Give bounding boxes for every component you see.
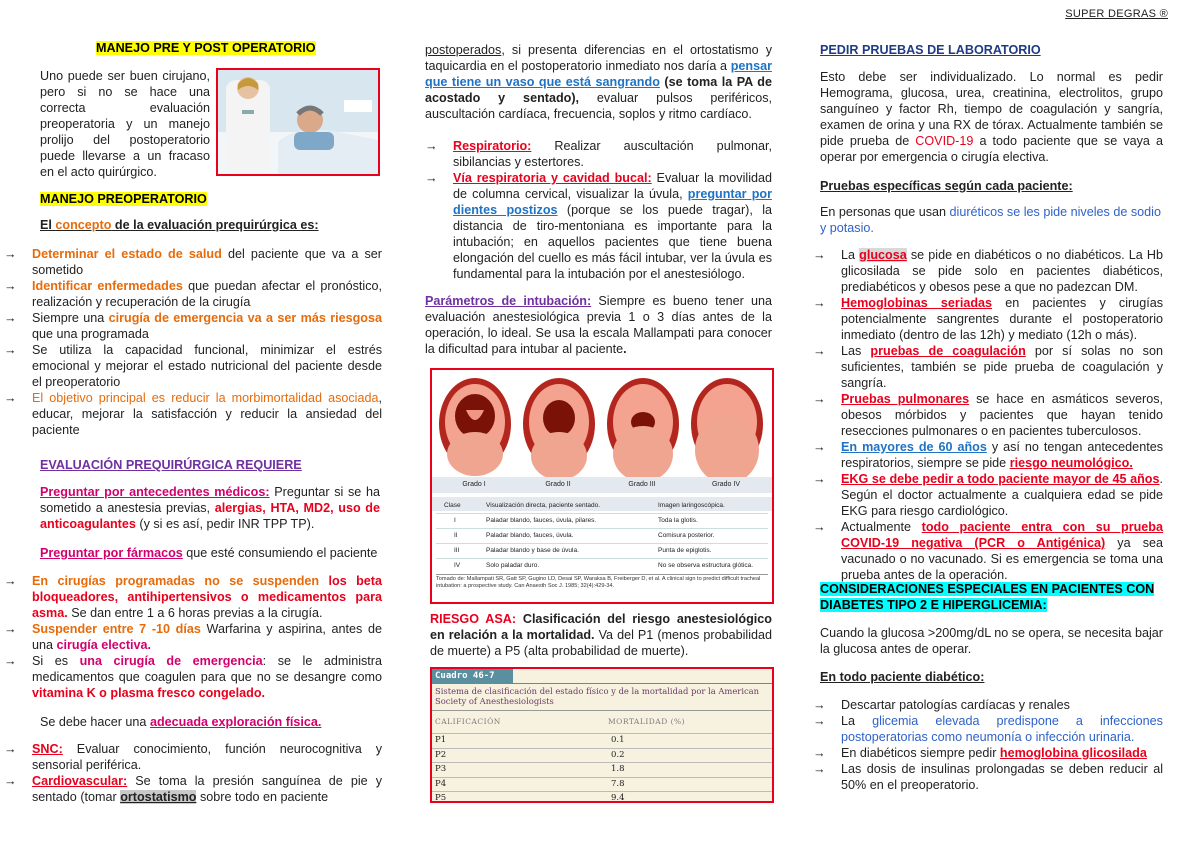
grade-label: Grado II — [545, 481, 571, 488]
grade-label: Grado IV — [711, 481, 740, 488]
concept-list — [32, 246, 382, 438]
table-row: P5 9.4 — [432, 791, 772, 803]
intro-text: Uno puede ser buen cirujano, pero si no se hace una correcta evaluación preoperatoria y un manejo prolijo del postoperatorio puede llevarse a un fracaso en el acto quirúrgico. — [40, 69, 210, 179]
specific-tests-list — [813, 247, 1163, 583]
asa-table-label: Cuadro 46-7 — [432, 669, 513, 683]
asa-rows — [432, 733, 772, 803]
list-item: → EKG se debe pedir a todo paciente mayor de 45 años. Según el doctor actualmente a cualquiera edad se pide EKG para riesgo cardiológico. — [813, 471, 1163, 519]
list-item: → Identificar enfermedades que puedan afectar el pronóstico, realización y recuperación de la cirugía — [4, 278, 382, 310]
farmacos-text: Preguntar por fármacos que esté consumiendo el paciente — [40, 546, 378, 560]
list-item: → Vía respiratoria y cavidad bucal: Evaluar la movilidad de columna cervical, visualizar la úvula, preguntar por dientes postizos (porque se los puede tragar), la distancia de tiro-mentoniana es importante para la intubación; en aquellos pacientes que tiene buena elongación del cuello es más fácil intubar, ver la úvula es fundamental para la intubación por el anestesiólogo. — [425, 170, 772, 282]
patient-photo-illustration — [218, 70, 378, 174]
antecedentes-text: Preguntar por antecedentes médicos: Preguntar si se ha sometido a anestesia previas, alergias, HTA, MD2, uso de anticoagulantes (y si es así, pedir INR TPP TP). — [40, 485, 380, 531]
list-item: → Actualmente todo paciente entra con su prueba COVID-19 negativa (PCR o Antigénica) ya sea vacunado o no vacunado. Si es emergencia se toma una prueba antes de la operación. — [813, 519, 1163, 583]
asa-col-header-2: MORTALIDAD (%) — [608, 717, 686, 726]
asa-text: RIESGO ASA: Clasificación del riesgo anestesiológico en relación a la mortalidad. Va del P1 (menos probabilidad de muerte) a P5 (alta probabilidad de muerte). — [430, 612, 773, 658]
mallampati-table — [436, 499, 768, 573]
diabetes-subtitle: En todo paciente diabético: — [820, 670, 985, 684]
list-item: → Respiratorio: Realizar auscultación pulmonar, sibilancias y estertores. — [425, 138, 772, 170]
list-item: → Pruebas pulmonares se hace en asmáticos severos, obesos mórbidos y pacientes que hayan tenido resecciones pulmonares o en pacientes tuberculosos. — [813, 391, 1163, 439]
list-item: → La glicemia elevada predispone a infecciones postoperatorias como neumonía o infección urinaria. — [813, 713, 1163, 745]
exam-list — [32, 741, 382, 805]
lab-text: Esto debe ser individualizado. Lo normal es pedir Hemograma, glucosa, urea, creatinina, electrolitos, grupo sanguíneo y factor Rh, tiempo de coagulación y sangría, examen de orina y una RX de tórax. Actualmente también se pide prueba de COVID-19 a todo paciente que se vaya a operar por emergencia o cirugía electiva. — [820, 70, 1163, 164]
asa-table-title: Sistema de clasificación del estado físico y de la mortalidad por la American Society of Anesthesiologists — [435, 686, 760, 706]
list-item: → Siempre una cirugía de emergencia va a ser más riesgosa que una programada — [4, 310, 382, 342]
list-item: → Descartar patologías cardíacas y renales — [813, 697, 1163, 713]
list-item: → Se utiliza la capacidad funcional, minimizar el estrés emocional y mejorar el estado nutricional del paciente desde el preoperatorio — [4, 342, 382, 390]
brand-header: SUPER DEGRAS ® — [1065, 8, 1168, 20]
diabetes-text: Cuando la glucosa >200mg/dL no se opera, se necesita bajar la glucosa antes de operar. — [820, 626, 1163, 656]
mallampati-grade-labels — [432, 480, 772, 490]
table-row: I Paladar blando, fauces, úvula, pilares. Toda la glotis. — [436, 514, 768, 529]
table-row: P3 1.8 — [432, 762, 772, 777]
list-item: → Determinar el estado de salud del paciente que va a ser sometido — [4, 246, 382, 278]
list-item: → La glucosa se pide en diabéticos o no diabéticos. La Hb glicosilada se pide solo en pacientes diabéticos, prediabéticos y obesos pese a que no padezcan DM. — [813, 247, 1163, 295]
mallampati-figure — [430, 368, 774, 604]
list-item: → El objetivo principal es reducir la morbimortalidad asociada, educar, mejorar la satisfacción y reducir la ansiedad del paciente — [4, 390, 382, 438]
concept-heading: El concepto de la evaluación prequirúrgica es: — [40, 218, 319, 232]
exam-text: Se debe hacer una adecuada exploración física. — [40, 715, 322, 729]
farmacos-list — [32, 573, 382, 701]
list-item: → Si es una cirugía de emergencia: se le administra medicamentos que coagulen para que no se desangre como vitamina K o plasma fresco congelado. — [4, 653, 382, 701]
diabetes-title: CONSIDERACIONES ESPECIALES EN PACIENTES CON DIABETES TIPO 2 E HIPERGLICEMIA: — [820, 582, 1155, 612]
specific-tests-title: Pruebas específicas según cada paciente: — [820, 179, 1073, 193]
diabetes-list — [813, 697, 1163, 793]
table-row: P2 0.2 — [432, 748, 772, 763]
lab-title: PEDIR PRUEBAS DE LABORATORIO — [820, 43, 1041, 57]
patient-doctor-photo — [216, 68, 380, 176]
list-item: → Las dosis de insulinas prolongadas se deben reducir al 50% en el preoperatorio. — [813, 761, 1163, 793]
table-row: III Paladar blando y base de úvula. Punta de epiglotis. — [436, 544, 768, 559]
list-item: → Las pruebas de coagulación por sí solas no son suficientes, también se pide prueba de coagulación y sangría. — [813, 343, 1163, 391]
table-row: P1 0.1 — [432, 733, 772, 748]
eval-title: EVALUACIÓN PREQUIRÚRGICA REQUIERE — [40, 458, 302, 472]
asa-table-figure — [430, 667, 774, 803]
list-item: → En cirugías programadas no se suspenden los beta bloqueadores, antihipertensivos o medicamentos para asma. Se dan entre 1 a 6 horas previas a la cirugía. — [4, 573, 382, 621]
table-header-row: Clase Visualización directa, paciente sentado. Imagen laringoscópica. — [444, 502, 725, 509]
list-item: → Suspender entre 7 -10 días Warfarina y aspirina, antes de una cirugía electiva. — [4, 621, 382, 653]
exam-list-2 — [425, 138, 772, 282]
list-item: → En diabéticos siempre pedir hemoglobina glicosilada — [813, 745, 1163, 761]
asa-col-header-1: CALIFICACIÓN — [435, 717, 501, 726]
table-row: IV Solo paladar duro. No se observa estructura glótica. — [436, 559, 768, 574]
list-item: → Hemoglobinas seriadas en pacientes y cirugías potencialmente sangrentes durante el postoperatorio inmediato (dentro de las 12h) y mediato (12h o más). — [813, 295, 1163, 343]
main-title: MANEJO PRE Y POST OPERATORIO — [96, 41, 316, 55]
table-row: II Paladar blando, fauces, úvula. Comisura posterior. — [436, 529, 768, 544]
mallampati-source: Tomado de: Mallampati SR, Gatt SP, Gugino LD, Desai SP, Waraksa B, Freiberger D, et al. A clinical sign to predict difficult tracheal intubation: a prospective study. Can Anaesth Soc J. 1985; 32(4):429-34. — [436, 574, 768, 590]
cardio-continuation: postoperados, si presenta diferencias en el ortostatismo y taquicardia en el postoperatorio inmediato nos daría a pensar que tiene un vaso que está sangrando (se toma la PA de acostado y sentado), evaluar pulsos periféricos, auscultación cardíaca, frecuencia, soplos y ritmo cardíaco. — [425, 43, 773, 121]
list-item: → En mayores de 60 años y así no tengan antecedentes respiratorios, siempre se pide riesgo neumológico. — [813, 439, 1163, 471]
table-row: P4 7.8 — [432, 777, 772, 792]
preop-title: MANEJO PREOPERATORIO — [40, 192, 207, 206]
grade-label: Grado I — [462, 481, 486, 488]
list-item: → Cardiovascular: Se toma la presión sanguínea de pie y sentado (tomar ortostatismo sobre todo en paciente — [4, 773, 382, 805]
grade-label: Grado III — [628, 481, 656, 488]
list-item: → SNC: Evaluar conocimiento, función neurocognitiva y sensorial periférica. — [4, 741, 382, 773]
intubation-params: Parámetros de intubación: Siempre es bueno tener una evaluación anestesiológica previa 1 o 3 días antes de la operación, lo ideal. Se usa la escala Mallampati para conocer la dificultad para intubar al paciente. — [425, 294, 772, 356]
diuretics-text: En personas que usan diuréticos se les pide niveles de sodio y potasio. — [820, 205, 1161, 235]
